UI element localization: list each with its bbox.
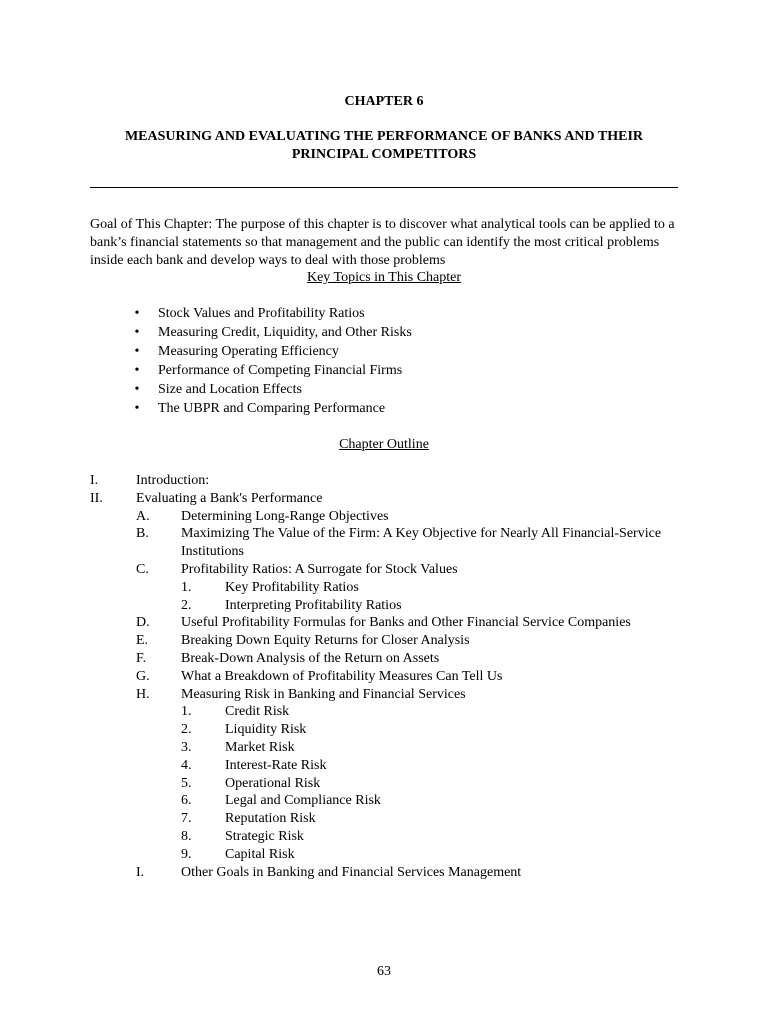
key-topics-heading: Key Topics in This Chapter — [306, 270, 462, 285]
outline-row — [90, 810, 690, 828]
outline-row — [90, 508, 690, 526]
outline-text: Legal and Compliance Risk — [225, 793, 381, 809]
page-number: 63 — [377, 964, 391, 979]
outline-text: Introduction: — [136, 473, 210, 488]
list-item — [132, 381, 412, 400]
outline-text: Liquidity Risk — [225, 722, 307, 738]
topic-text: Measuring Credit, Liquidity, and Other Risks — [158, 325, 412, 340]
list-item — [132, 400, 412, 419]
bullet-icon: • — [134, 382, 140, 397]
chapter-label: CHAPTER 6 — [344, 94, 424, 109]
outline-text: What a Breakdown of Profitability Measures Can Tell Us — [181, 668, 503, 684]
list-item — [132, 362, 412, 381]
outline-text: Evaluating a Bank's Performance — [136, 490, 323, 506]
chapter-title: MEASURING AND EVALUATING THE PERFORMANCE OF BANKS AND THEIR PRINCIPAL COMPETITORS — [124, 129, 644, 162]
outline-row — [90, 561, 690, 579]
topic-text: Stock Values and Profitability Ratios — [158, 306, 365, 321]
outline-text: Reputation Risk — [225, 811, 316, 827]
outline-text: Operational Risk — [225, 775, 321, 791]
outline-number: 3. — [181, 739, 192, 755]
outline-row — [90, 686, 690, 704]
chapter-goal-paragraph: Goal of This Chapter: The purpose of this chapter is to discover what analytical tools can be applied to a bank’s financial statements so that management and the public can identify the most critical problems inside each bank and develop ways to deal with those problems — [90, 217, 675, 268]
outline-number: 6. — [181, 793, 192, 809]
outline-row — [90, 668, 690, 686]
outline-number: 4. — [181, 757, 192, 773]
outline-row — [90, 846, 690, 864]
outline-row — [90, 739, 690, 757]
outline-number: G. — [136, 668, 150, 684]
horizontal-rule — [90, 187, 678, 188]
outline-number: 5. — [181, 775, 192, 791]
bullet-icon: • — [134, 401, 140, 416]
list-item — [132, 324, 412, 343]
outline-number: II. — [90, 490, 103, 506]
outline-row — [90, 597, 690, 615]
outline-row — [90, 775, 690, 793]
outline-number: 2. — [181, 597, 192, 613]
outline-number: A. — [136, 508, 150, 524]
outline-row — [90, 703, 690, 721]
outline-text: Determining Long-Range Objectives — [181, 508, 389, 524]
list-item — [132, 305, 412, 324]
topic-text: Size and Location Effects — [158, 382, 302, 397]
list-item — [132, 343, 412, 362]
topic-text: Performance of Competing Financial Firms — [158, 363, 403, 378]
outline-number: 7. — [181, 811, 192, 827]
bullet-icon: • — [134, 344, 140, 359]
outline-text: Profitability Ratios: A Surrogate for Stock Values — [181, 561, 458, 577]
outline-number: 8. — [181, 828, 192, 844]
outline-number: C. — [136, 561, 149, 577]
outline-row — [90, 864, 690, 882]
topic-text: The UBPR and Comparing Performance — [158, 401, 386, 416]
outline-text: Interpreting Profitability Ratios — [225, 597, 402, 613]
bullet-icon: • — [134, 306, 140, 321]
outline-text: Breaking Down Equity Returns for Closer Analysis — [181, 633, 470, 649]
outline-row — [90, 490, 690, 508]
outline-text: Other Goals in Banking and Financial Services Management — [181, 864, 522, 880]
outline-row — [90, 614, 690, 632]
outline-row — [90, 632, 690, 650]
outline-text: Maximizing The Value of the Firm: A Key Objective for Nearly All Financial-Service Institutions — [181, 526, 662, 560]
outline-row — [90, 721, 690, 739]
outline-number: 2. — [181, 722, 192, 738]
outline-number: B. — [136, 526, 149, 542]
key-topics-list — [132, 305, 412, 419]
outline-number: D. — [136, 615, 150, 631]
bullet-icon: • — [134, 363, 140, 378]
outline-text: Market Risk — [225, 739, 295, 755]
outline-number: 1. — [181, 704, 192, 720]
outline-row — [90, 650, 690, 668]
outline-text: Measuring Risk in Banking and Financial Services — [181, 686, 466, 702]
outline-text: Break-Down Analysis of the Return on Assets — [181, 650, 440, 666]
outline-row — [90, 472, 690, 490]
outline-text: Credit Risk — [225, 704, 290, 720]
topic-text: Measuring Operating Efficiency — [158, 344, 339, 359]
outline-text: Strategic Risk — [225, 828, 304, 844]
outline-number: 1. — [181, 579, 192, 595]
outline-row — [90, 579, 690, 597]
outline-number: 9. — [181, 846, 192, 862]
outline-number: E. — [136, 633, 149, 649]
outline-row — [90, 757, 690, 775]
outline-number: I. — [136, 864, 145, 880]
outline-number: F. — [136, 650, 147, 666]
outline-number: I. — [90, 473, 99, 488]
outline-text: Key Profitability Ratios — [225, 579, 359, 595]
outline-text: Useful Profitability Formulas for Banks and Other Financial Service Companies — [181, 615, 631, 631]
outline-text: Capital Risk — [225, 846, 295, 862]
outline-number: H. — [136, 686, 150, 702]
chapter-outline — [90, 472, 690, 881]
outline-row — [90, 828, 690, 846]
chapter-outline-heading: Chapter Outline — [339, 437, 429, 452]
bullet-icon: • — [134, 325, 140, 340]
outline-text: Interest-Rate Risk — [225, 757, 327, 773]
outline-row — [90, 792, 690, 810]
outline-row — [90, 525, 690, 561]
